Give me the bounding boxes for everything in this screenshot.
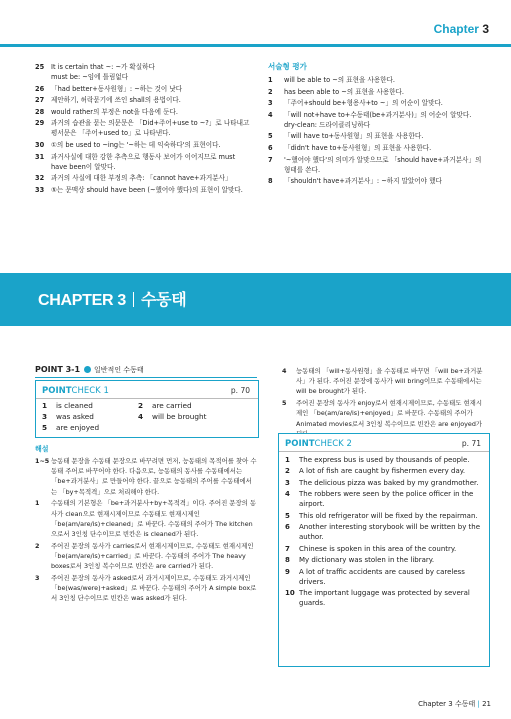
check1-divider: [36, 398, 258, 399]
item-text: [51, 541, 257, 572]
item-text: My dictionary was stolen in the library.: [299, 556, 435, 565]
list-item: [35, 185, 260, 195]
check2-divider: [279, 451, 489, 452]
item-number: 4: [268, 110, 273, 119]
item-number: 33: [35, 185, 45, 194]
item-number: 27: [35, 96, 45, 105]
item-text: [284, 143, 493, 153]
item-number: 31: [35, 152, 45, 161]
check1-title-b: CHECK 1: [71, 386, 109, 396]
list-item: [268, 110, 493, 130]
item-text-line: 「didn't have to+동사원형」의 표현을 사용한다.: [284, 143, 432, 152]
list-item: [268, 176, 493, 186]
list-item: [35, 498, 257, 539]
check2-item: [285, 478, 481, 488]
check2-title-b: CHECK 2: [314, 439, 352, 449]
item-text-line: 제안하기, 허락묻기에 쓰인 shall의 용법이다.: [51, 96, 181, 105]
item-number: 9: [285, 567, 290, 576]
footer-text: Chapter 3 수동태: [418, 700, 476, 708]
explanation-label: 해설: [35, 445, 49, 453]
check2-item: [285, 588, 481, 608]
item-number: 7: [268, 155, 273, 164]
item-number: 3: [268, 99, 273, 108]
answer-item: 1 is cleaned: [42, 401, 93, 410]
item-text: [284, 98, 493, 108]
item-number: 1: [285, 456, 290, 464]
item-text-line: 「shouldn't have+과거분사」: ~하지 말았어야 했다: [284, 177, 442, 186]
item-text: The robbers were seen by the police officer in the airport.: [299, 490, 474, 509]
item-text: [296, 366, 487, 397]
list-item: [35, 95, 260, 105]
item-text: [51, 140, 260, 150]
item-text-line: have been이 알맞다.: [51, 162, 116, 171]
item-text-line: 주어진 문장의 동사가 enjoy로서 현재시제이므로, 수동태도 현재시제인 「be(am/are/is)+enjoyed」로 바꾼다. 수동태의 주어가 Animated movies로서 3인칭 복수이므로 빈칸은 are enjoyed가: [296, 399, 483, 428]
item-text-line: dry-clean: 드라이클리닝하다: [284, 120, 371, 129]
item-text: Chinese is spoken in this area of the country.: [299, 544, 457, 553]
item-number: 5: [282, 399, 287, 408]
item-text: [51, 152, 260, 172]
point-rule: [35, 377, 257, 378]
explanations: [35, 456, 257, 605]
item-text-line: 「주어+should be+형용사+to ~」의 어순이 알맞다.: [284, 99, 443, 108]
item-text-line: 「will have to+동사원형」의 표현을 사용한다.: [284, 132, 424, 141]
item-number: 5: [268, 132, 273, 141]
item-number: 2: [35, 541, 40, 550]
item-text-line: 「had better+동사원형」: ~하는 것이 낫다: [51, 84, 183, 93]
item-number: 1~5: [35, 457, 50, 465]
list-item: [35, 541, 257, 572]
check2-item: [285, 511, 481, 521]
list-item: [35, 456, 257, 497]
item-text: [51, 173, 260, 183]
check2-page: p. 71: [461, 439, 481, 448]
item-text: [284, 131, 493, 141]
page-footer: Chapter 3 수동태 | 21: [418, 700, 491, 708]
item-text: [284, 155, 493, 175]
chapter-tag: [434, 22, 489, 36]
item-text: [51, 95, 260, 105]
check2-item: [285, 522, 481, 542]
list-item: [35, 62, 260, 82]
point-label: POINT 3-1: [35, 365, 81, 374]
item-text-line: 과거사실에 대한 강한 추측으로 행동사 보어가 이어지므로 must: [51, 152, 236, 161]
item-text: [284, 176, 493, 186]
answer-item: 5 are enjoyed: [42, 423, 100, 432]
banner-text: [38, 287, 186, 310]
essay-evaluation: [268, 62, 493, 188]
answer-item: 2 are carried: [138, 401, 192, 410]
item-number: 6: [268, 143, 273, 152]
item-number: 10: [285, 589, 295, 598]
item-text: Another interesting storybook will be written by the author.: [299, 523, 481, 542]
answer-item: 4 will be brought: [138, 412, 207, 421]
list-item: [268, 155, 493, 175]
item-text-line: 평서문은 「주어+used to」로 나타낸다.: [51, 129, 171, 138]
item-text: [51, 456, 257, 497]
point-subtitle: 일반적인 수동태: [94, 366, 144, 374]
item-text: [51, 107, 260, 117]
item-text: [51, 185, 260, 195]
list-item: [35, 84, 260, 94]
item-number: 8: [285, 556, 290, 565]
explanation-notes-right: [282, 366, 487, 441]
item-number: 25: [35, 63, 45, 71]
chapter-number: 3: [482, 22, 489, 36]
item-number: 1: [35, 499, 40, 508]
answer-item: 3 was asked: [42, 412, 94, 421]
item-text-line: 능동태 문장을 수동태 문장으로 바꾸려면 먼저, 능동태의 목적어를 찾아 수동태 주어로 바꾸어야 한다. 다음으로, 능동태의 동사를 수동태에서는 「be+과거분사」로 만들어야 한다. 끝으로 능동태의 주어를 수동태에서는 「by+목적격」으로 처리해야 한다.: [51, 457, 257, 496]
list-item: [35, 573, 257, 604]
item-text-line: must be: ~임에 틀림없다: [51, 73, 129, 81]
item-number: 5: [285, 511, 290, 520]
item-text-line: 주어진 문장의 동사가 asked로서 과거시제이므로, 수동태도 과거시제인 「be(was/were)+asked」로 바꾼다. 수동태의 주어가 A simple box로서 3인칭 단수이므로 빈칸은 was asked가 된다.: [51, 574, 257, 603]
item-number: 1: [268, 76, 273, 84]
check2-item: [285, 466, 481, 476]
list-item: [35, 140, 260, 150]
item-text: This old refrigerator will be fixed by the repairman.: [299, 511, 478, 520]
point-check-1-box: [35, 380, 259, 438]
check1-page: p. 70: [230, 386, 250, 395]
item-text: [51, 573, 257, 604]
item-text-line: has been able to ~의 표현을 사용한다.: [284, 87, 405, 96]
banner-chapter: CHAPTER 3: [38, 292, 126, 309]
item-text-line: 과거의 습관을 묻는 의문문은 「Did+주어+use to ~?」로 나타내고: [51, 119, 250, 128]
item-number: 3: [285, 478, 290, 487]
item-number: 30: [35, 140, 45, 149]
check2-title-a: POINT: [285, 439, 315, 449]
item-text: [51, 498, 257, 539]
bullet-dot-icon: [84, 366, 91, 373]
check2-item: [285, 455, 481, 465]
check1-title: [42, 386, 109, 396]
list-item: [35, 118, 260, 138]
item-text-line: 형태를 쓴다.: [284, 165, 321, 174]
item-text: [51, 118, 260, 138]
item-number: 8: [268, 177, 273, 186]
item-text: [284, 75, 493, 85]
chapter-label: Chapter: [433, 22, 479, 36]
list-item: [35, 107, 260, 117]
item-text: [284, 87, 493, 97]
essay-title: 서술형 평가: [268, 62, 307, 71]
check2-item: [285, 544, 481, 554]
list-item: [268, 143, 493, 153]
header-rule: [0, 44, 511, 47]
item-text-line: 「will not+have to+수동태(be+과거분사)」의 어순이 알맞다.: [284, 110, 472, 119]
item-number: 32: [35, 174, 45, 183]
item-number: 6: [285, 523, 290, 532]
item-number: 26: [35, 84, 45, 93]
item-text-line: '~했어야 했다'의 의미가 알맞으므로 「should have+과거분사」의: [284, 155, 482, 164]
item-text-line: 주어진 문장의 동사가 carries로서 현재시제이므로, 수동태도 현재시제인 「be(am/are/is)+carried」로 바꾼다. 수동태의 주어가 The heavy boxes로서 3인칭 복수이므로 빈칸은 are carried가 된다.: [51, 541, 254, 571]
item-number: 4: [285, 490, 290, 499]
item-number: 2: [268, 87, 273, 96]
item-number: 7: [285, 544, 290, 553]
item-text-line: ⑤는 문맥상 should have been (~했어야 했다)의 표현이 알맞다.: [51, 185, 243, 194]
item-text: The important luggage was protected by several guards.: [299, 589, 470, 608]
list-item: [268, 75, 493, 85]
list-item: [282, 366, 487, 397]
item-text: The delicious pizza was baked by my grandmother.: [299, 478, 479, 487]
list-item: [268, 87, 493, 97]
item-text-line: ①의 be used to ~ing는 '~하는 데 익숙하다'의 표현이다.: [51, 140, 221, 149]
list-item: [268, 98, 493, 108]
answer-notes-left: [35, 62, 260, 196]
check2-item: [285, 489, 481, 509]
page-number: 21: [482, 700, 491, 708]
item-text-line: 수동태의 기본형은 「be+과거분사+by+목적격」이다. 주어진 문장의 동사가 clean으로 현재시제이므로 수동태도 현재시제인 「be(am/are/is)+cleaned」로 바꾼다. 수동태의 주어가 The kitchen으로서 3인칭 단수이므로 빈칸은 is cleaned가 된다.: [51, 499, 257, 539]
point-heading: [35, 365, 144, 375]
item-number: 4: [282, 367, 287, 375]
item-number: 29: [35, 119, 45, 128]
list-item: [35, 152, 260, 172]
list-item: [35, 173, 260, 183]
item-text-line: 능동태의 「will+동사원형」을 수동태로 바꾸면 「will be+과거분사」가 된다. 주어진 문장에 동사가 will bring이므로 수동태에서는 will be brought가 된다.: [296, 367, 483, 396]
item-text-line: would rather의 부정은 not을 다음에 둔다.: [51, 107, 178, 116]
check1-title-a: POINT: [42, 386, 72, 396]
item-number: 28: [35, 107, 45, 116]
item-text-line: It is certain that ~: ~가 확실하다: [51, 63, 155, 71]
item-text: A lot of traffic accidents are caused by careless drivers.: [299, 567, 465, 586]
check2-item: [285, 567, 481, 587]
item-text: [51, 62, 260, 82]
list-item: [268, 131, 493, 141]
item-text: [51, 84, 260, 94]
item-text: [284, 110, 493, 130]
check2-title: [285, 439, 352, 449]
item-text: A lot of fish are caught by fishermen every day.: [299, 467, 466, 476]
check2-item: [285, 555, 481, 565]
item-number: 3: [35, 574, 40, 583]
item-text: The express bus is used by thousands of people.: [299, 456, 470, 464]
banner-title: 수동태: [140, 292, 187, 309]
point-check-2-box: [278, 433, 490, 667]
item-number: 2: [285, 467, 290, 476]
item-text-line: 과거의 사실에 대한 부정의 추측: 「cannot have+과거분사」: [51, 174, 232, 183]
item-text-line: will be able to ~의 표현을 사용한다.: [284, 76, 396, 84]
